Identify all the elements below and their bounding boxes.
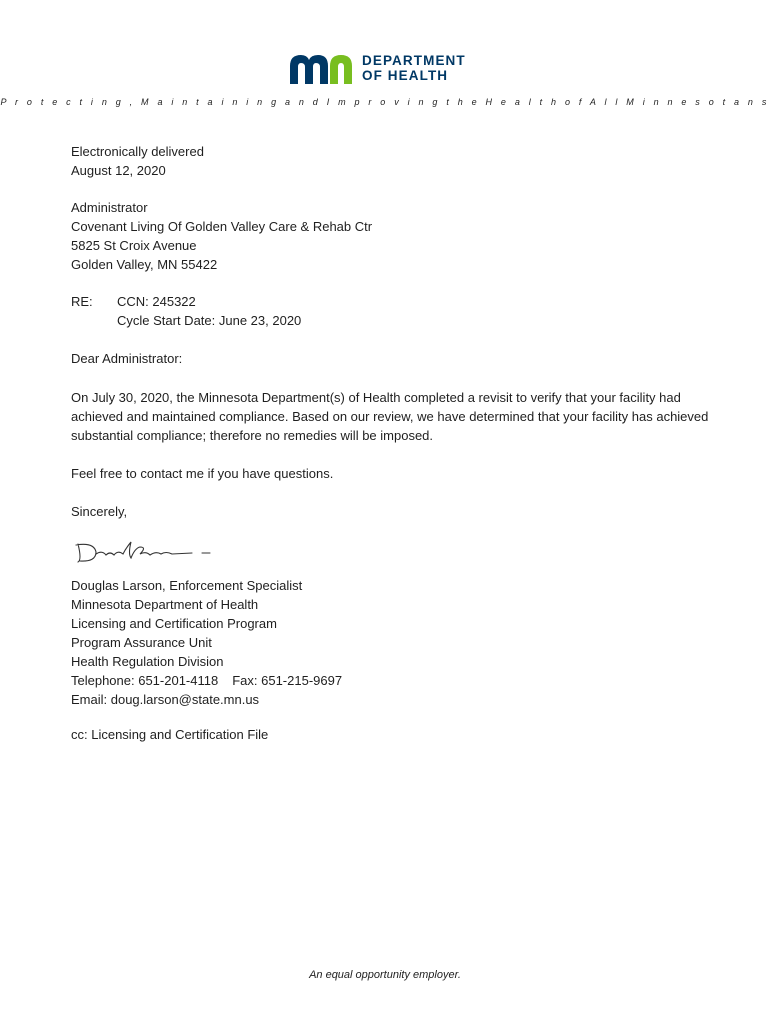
salutation: Dear Administrator: — [71, 351, 183, 366]
re-details — [117, 292, 301, 330]
signer-email: Email: doug.larson@state.mn.us — [71, 692, 260, 707]
signer-telephone: Telephone: 651-201-4118 — [71, 673, 219, 688]
closing: Sincerely, — [71, 504, 128, 519]
department-of-health-logo — [290, 52, 466, 84]
recipient-facility: Covenant Living Of Golden Valley Care & Rehab Ctr — [71, 219, 373, 234]
logo-wordmark — [362, 53, 466, 83]
logo-text-department: DEPARTMENT — [362, 53, 466, 68]
handwritten-signature — [68, 538, 218, 571]
recipient-city: Golden Valley, MN 55422 — [71, 257, 218, 272]
re-ccn: CCN: 245322 — [117, 294, 196, 309]
body-paragraph: On July 30, 2020, the Minnesota Department(s) of Health completed a revisit to verify that your facility had achieved and maintained compliance. Based on our review, we have determined that your facility has achieved substantial compliance; therefore no remedies will be imposed. — [71, 390, 709, 443]
signer-division: Health Regulation Division — [71, 654, 224, 669]
delivery-block — [71, 142, 204, 180]
contact-line: Feel free to contact me if you have questions. — [71, 466, 334, 481]
signer-phone-fax — [71, 671, 342, 690]
recipient-street: 5825 St Croix Avenue — [71, 238, 197, 253]
recipient-title: Administrator — [71, 200, 148, 215]
signer-block — [71, 576, 342, 709]
signer-program: Licensing and Certification Program — [71, 616, 277, 631]
letter-date: August 12, 2020 — [71, 163, 166, 178]
signer-name-title: Douglas Larson, Enforcement Specialist — [71, 578, 303, 593]
tagline: P r o t e c t i n g , M a i n t a i n i n g a n d I m p r o v i n g t h e H e a l t h o f A l l M i n n e s o t a n s — [0, 97, 770, 107]
signer-fax: Fax: 651-215-9697 — [232, 673, 343, 688]
recipient-address — [71, 198, 372, 274]
signer-organization: Minnesota Department of Health — [71, 597, 259, 612]
cc-line: cc: Licensing and Certification File — [71, 727, 269, 742]
delivery-method: Electronically delivered — [71, 144, 204, 159]
signer-unit: Program Assurance Unit — [71, 635, 212, 650]
mn-logo-icon — [290, 52, 356, 84]
re-cycle-start-date: Cycle Start Date: June 23, 2020 — [117, 313, 302, 328]
logo-text-of-health: OF HEALTH — [362, 68, 449, 83]
re-label: RE: — [71, 294, 93, 309]
footer-text: An equal opportunity employer. — [309, 969, 461, 981]
